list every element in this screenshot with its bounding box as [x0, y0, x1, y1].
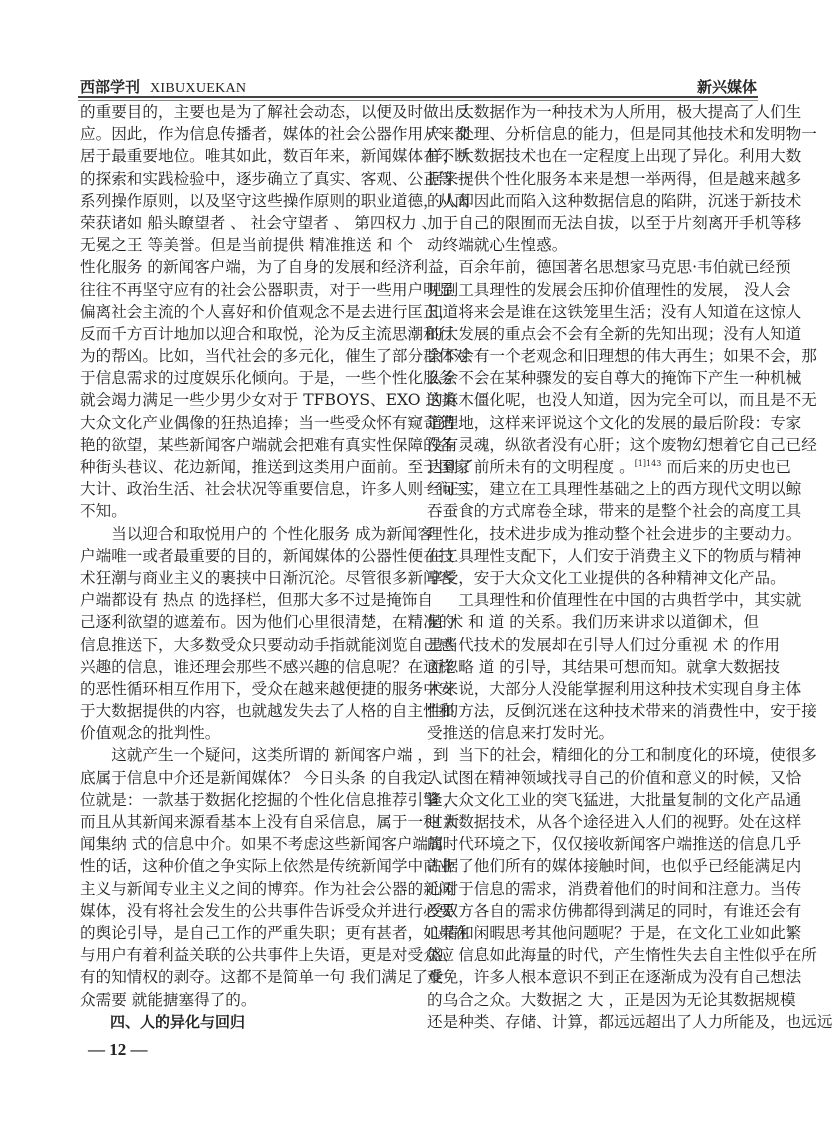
text-line: 性的话，这种价值之争实际上依然是传统新闻学中商业	[80, 857, 455, 876]
text-line: 的人却因此而陷入这种数据信息的陷阱，沉迷于新技术	[427, 191, 802, 210]
text-line: 的恶性循环相互作用下，受众在越来越便捷的服务中安	[80, 679, 455, 698]
text-line: 不知。	[80, 502, 127, 521]
text-line: 样，大数据技术也在一定程度上出现了异化。利用大数	[427, 147, 802, 166]
journal-title-cn: 西部学刊	[80, 78, 141, 96]
text-line: 位就是：一款基于数据化挖掘的个性化信息推荐引擎 ，	[80, 790, 460, 809]
text-line: 就会竭力满足一些少男少女对于 TFBOYS、EXO 这类	[80, 391, 457, 410]
header-rule	[78, 96, 758, 98]
text-line: 应。因此，作为信息传播者，媒体的社会公器作用从来都	[80, 125, 470, 144]
text-line: 理性化，技术进步成为推动整个社会进步的主要动力。	[427, 524, 802, 543]
text-line: 性化服务 的新闻客户端，为了自身的发展和经济利益，	[80, 258, 460, 277]
text-line: 而忽略 道 的引导，其结果可想而知。就拿大数据技	[427, 657, 780, 676]
text-line: 的探索和实践检验中，逐步确立了真实、客观、公正等一	[80, 169, 470, 188]
text-line: 有的知情权的剥夺。这都不是简单一句 我们满足了受	[80, 968, 444, 987]
text-line: 会不会有一个老观念和旧理想的伟大再生；如果不会，那	[427, 347, 817, 366]
text-line: 的重要目的，主要也是为了解社会动态，以便及时做出反	[80, 103, 470, 121]
citation-marker: [1]143	[634, 459, 662, 468]
text-line: 的时代环境之下，仅仅接收新闻客户端推送的信息几乎	[427, 835, 802, 854]
text-line: 动终端就心生惶惑。	[427, 236, 568, 255]
text-line: 见到工具理性的发展会压抑价值理性的发展， 没人会	[427, 280, 791, 299]
text-line: 偏离社会主流的个人喜好和价值观念不是去进行匡正，	[80, 302, 455, 321]
text-line: 据来提供个性化服务本来是想一举两得，但是越来越多	[427, 169, 802, 188]
text-line: 术来说，大部分人没能掌握利用这种技术实现自身主体	[427, 679, 802, 698]
text-line: 在工具理性支配下，人们安于消费主义下的物质与精神	[427, 546, 802, 565]
text-line: 人试图在精神领域找寻自己的价值和意义的时候，又恰	[427, 768, 802, 787]
text-line: 逢大众文化工业的突飞猛进，大批量复制的文化产品通	[427, 790, 802, 809]
text-line: 受推送的信息来打发时光。	[427, 724, 615, 743]
text-line: 种街头巷议、花边新闻，推送到这类用户面前。至于国家	[80, 458, 470, 476]
text-line: 于信息需求的过度娱乐化倾向。于是，一些个性化服务	[80, 369, 455, 388]
journal-title	[80, 76, 246, 97]
text-line: 性的方法，反倒沉迷在这种技术带来的消费性中，安于接	[427, 702, 817, 721]
text-line: 加于自己的限囿而无法自拔，以至于片刻离开手机等移	[427, 213, 802, 232]
text-line: 信息推送下，大多数受众只要动动手指就能浏览自己感	[80, 635, 455, 654]
text-line: 闻集纳 式的信息中介。如果不考虑这些新闻客户端属	[80, 835, 444, 854]
text-line	[427, 456, 792, 478]
text-line: 往往不再坚守应有的社会公器职责，对于一些用户明显	[80, 280, 455, 299]
text-line: 荣获诸如 船头瞭望者 、 社会守望者 、 第四权力 、	[80, 213, 438, 232]
text-line: 大数据作为一种技术为人所用，极大提高了人们生	[458, 103, 802, 121]
text-line: 价值观念的批判性。	[80, 724, 221, 743]
journal-title-en: XIBUXUEKAN	[150, 81, 247, 96]
page-number: — 12 —	[88, 1040, 148, 1059]
text-line: 道理地，这样来评说这个文化的发展的最后阶段：专家	[427, 413, 802, 432]
text-line: 心对于信息的需求，消费着他们的时间和注意力。当传	[427, 879, 802, 898]
text-line: 反而千方百计地加以迎合和取悦，沦为反主流思潮和行	[80, 324, 455, 343]
text-line: 经证实，建立在工具理性基础之上的西方现代文明以鲸	[427, 480, 802, 499]
text-line: 与用户有着利益关联的公共事件上失语，更是对受众应	[80, 946, 455, 965]
text-line: 系列操作原则，以及坚守这些操作原则的职业道德，从而	[80, 191, 470, 210]
text-segment: 达到了前所未有的文明程度 。	[427, 458, 635, 476]
text-line: 还是种类、存储、计算，都远远超出了人力所能及，也远远	[427, 1012, 833, 1031]
text-line: 艳的欲望，某些新闻客户端就会把难有真实性保障的各	[80, 435, 455, 454]
text-line: 大计、政治生活、社会状况等重要信息，许多人则一问三	[80, 480, 470, 499]
text-line: 为的帮凶。比如，当代社会的多元化，催生了部分群体对	[80, 347, 470, 366]
text-line: 受双方各自的需求仿佛都得到满足的同时，有谁还会有	[427, 901, 802, 920]
text-line: 过大数据技术，从各个途径进入人们的视野。处在这样	[427, 813, 802, 831]
text-line: 的麻木僵化呢，也没人知道，因为完全可以，而且是不无	[427, 391, 817, 410]
text-line: 户端唯一或者最重要的目的，新闻媒体的公器性便在技	[80, 546, 455, 565]
text-line: 的舆论引导，是自己工作的严重失职；更有甚者，如果在	[80, 923, 470, 942]
right-column	[427, 101, 833, 1033]
text-line: 当以迎合和取悦用户的 个性化服务 成为新闻客	[111, 524, 433, 543]
text-line: 工具理性和价值理性在中国的古典哲学中，其实就	[458, 591, 802, 610]
text-line: 占据了他们所有的媒体接触时间，也似乎已经能满足内	[427, 857, 802, 876]
text-line: 百余年前，德国著名思想家马克思·韦伯就已经预	[458, 258, 791, 277]
text-line: 术狂潮与商业主义的裹挟中日渐沉沦。尽管很多新闻客	[80, 568, 455, 587]
text-line: 无冕之王 等美誉。但是当前提供 精准推送 和 个	[80, 236, 413, 255]
text-line: 享受，安于大众文化工业提供的各种精神文化产品。	[427, 568, 786, 587]
text-line: 么会不会在某种骤发的妄自尊大的掩饰下产生一种机械	[427, 369, 802, 388]
text-line: 主义与新闻专业主义之间的博弈。作为社会公器的新闻	[80, 879, 455, 898]
text-line: 是 术 和 道 的关系。我们历来讲求以道御术，但	[427, 613, 759, 632]
text-line: 这就产生一个疑问，这类所谓的 新闻客户端 ，到	[111, 746, 449, 765]
text-line: 兴趣的信息，谁还理会那些不感兴趣的信息呢？在这样	[80, 657, 455, 676]
section-heading: 四、人的异化与回归	[110, 1012, 246, 1031]
text-line: 户端都设有 热点 的选择栏，但那大多不过是掩饰自	[80, 591, 433, 610]
text-line: 知道将来会是谁在这铁笼里生活；没有人知道在这惊人	[427, 302, 802, 321]
text-segment: 而后来的历史也已	[661, 458, 792, 476]
text-line: 于大数据提供的内容，也就越发失去了人格的自主性和	[80, 702, 455, 721]
text-line: 大众文化产业偶像的狂热追捧；当一些受众怀有窥奇猎	[80, 413, 455, 432]
text-line: 居于最重要地位。唯其如此，数百年来，新闻媒体在不断	[80, 147, 470, 166]
text-line: 的大发展的重点会不会有全新的先知出现；没有人知道	[427, 324, 802, 343]
section-title: 新兴媒体	[696, 78, 757, 96]
text-line: 没有灵魂，纵欲者没有心肝；这个废物幻想着它自己已经	[427, 435, 817, 454]
text-line: 难免，许多人根本意识不到正在逐渐成为没有自己想法	[427, 968, 802, 987]
text-line: 己逐利欲望的遮羞布。因为他们心里很清楚，在精准的	[80, 613, 455, 632]
text-line: 吞蚕食的方式席卷全球，带来的是整个社会的高度工具	[427, 502, 802, 521]
text-line: 的乌合之众。大数据之 大 ，正是因为无论其数据规模	[427, 990, 796, 1009]
text-line: 是当代技术的发展却在引导人们过分重视 术 的作用	[427, 635, 780, 654]
text-line: 产、处理、分析信息的能力，但是同其他技术和发明物一	[427, 125, 817, 144]
text-line: 底属于信息中介还是新闻媒体？ 今日头条 的自我定	[80, 768, 433, 787]
text-line: 盛、信息如此海量的时代，产生惰性失去自主性似乎在所	[427, 946, 817, 965]
text-line: 而且从其新闻来源看基本上没有自采信息，属于一种 新	[80, 813, 460, 831]
text-line: 众需要 就能搪塞得了的。	[80, 990, 257, 1009]
left-column	[80, 101, 470, 1033]
text-line: 当下的社会，精细化的分工和制度化的环境，使很多	[458, 746, 817, 765]
text-line: 媒体，没有将社会发生的公共事件告诉受众并进行必要	[80, 901, 455, 920]
text-line: 心情和闲暇思考其他问题呢？于是，在文化工业如此繁	[427, 923, 802, 942]
